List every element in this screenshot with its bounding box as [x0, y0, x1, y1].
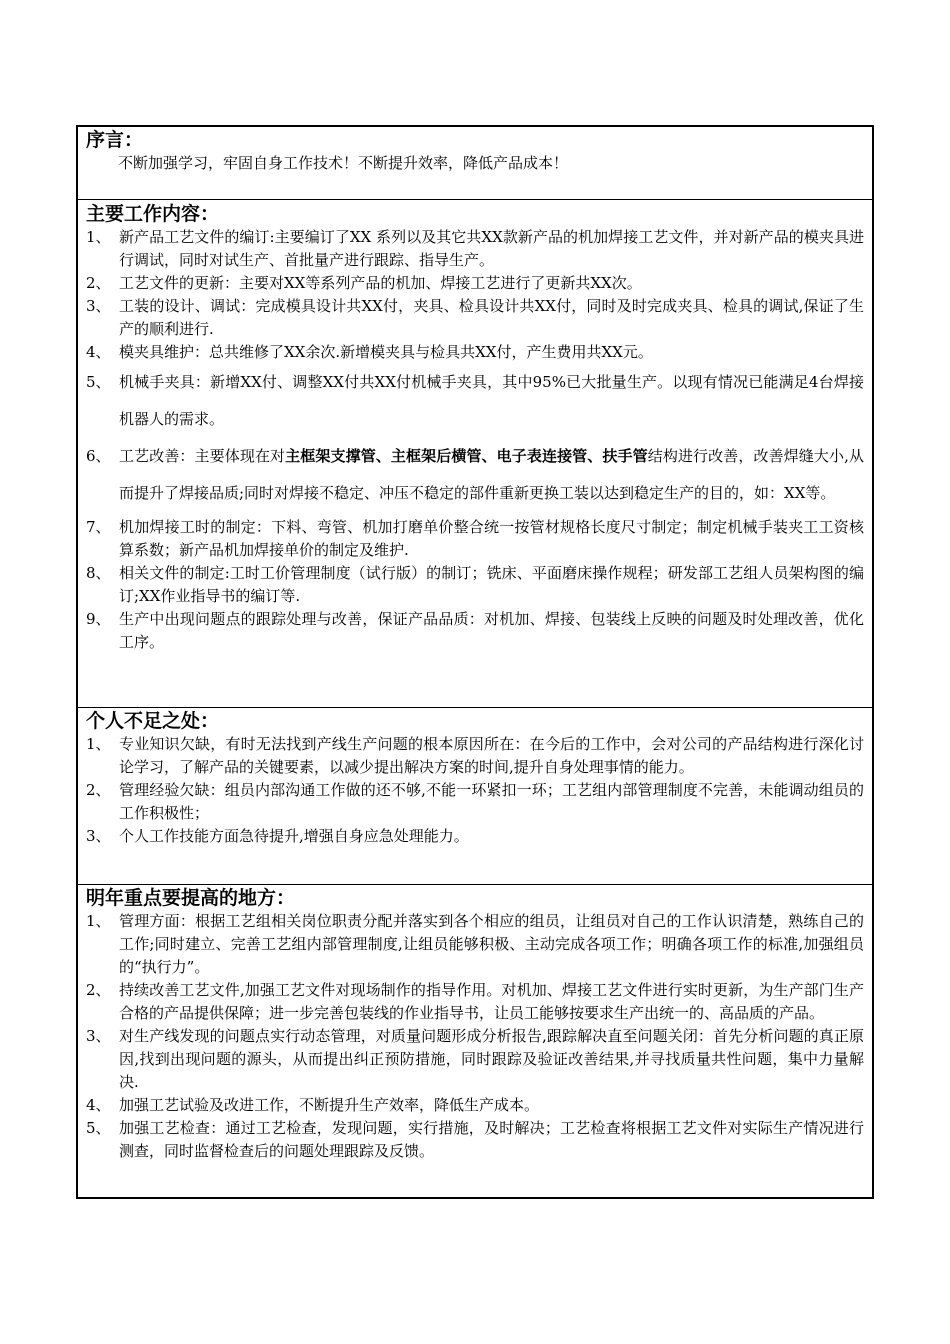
list-item: 7、 机加焊接工时的制定：下料、弯管、机加打磨单价整合统一按管材规格长度尺寸制定；制定机械手装夹工工资核算系数；新产品机加焊接单价的制定及维护.	[86, 518, 864, 559]
shortcomings-section	[78, 709, 872, 885]
list-item: 5、 机械手夹具：新增XX付、调整XX付共XX付机械手夹具，其中95%已大批量生产。以现有情况已能满足4台焊接机器人的需求。	[86, 373, 864, 428]
report-table	[76, 125, 874, 1199]
list-item: 6、 工艺改善：主要体现在对主框架支撑管、主框架后横管、电子表连接管、扶手管结构进行改善，改善焊缝大小,从而提升了焊接品质;同时对焊接不稳定、冲压不稳定的部件重新更换工装以达到稳定生产的目的，如：XX等。	[86, 447, 864, 502]
next-year-section	[78, 886, 872, 1200]
list-item: 3、 个人工作技能方面急待提升,增强自身应急处理能力。	[86, 827, 469, 845]
preface-section	[78, 128, 872, 200]
preface-title: 序言：	[86, 129, 144, 151]
list-item: 1、 新产品工艺文件的编订:主要编订了XX 系列以及其它共XX款新产品的机加焊接工艺文件，并对新产品的模夹具进行调试，同时对试生产、首批量产进行跟踪、指导生产。	[86, 228, 864, 269]
list-item: 2、 管理经验欠缺：组员内部沟通工作做的还不够,不能一环紧扣一环；工艺组内部管理制度不完善，未能调动组员的工作积极性；	[86, 781, 864, 822]
preface-text: 不断加强学习，牢固自身工作技术！不断提升效率，降低产品成本！	[118, 154, 569, 172]
list-item: 8、 相关文件的制定:工时工价管理制度（试行版）的制订；铣床、平面磨床操作规程；研发部工艺组人员架构图的编订;XX作业指导书的编订等.	[86, 564, 864, 605]
list-item: 1、 专业知识欠缺，有时无法找到产线生产问题的根本原因所在：在今后的工作中，会对公司的产品结构进行深化讨论学习，了解产品的关键要素，以减少提出解决方案的时间,提升自身处理事情的能力。	[86, 735, 864, 776]
list-item: 2、 工艺文件的更新：主要对XX等系列产品的机加、焊接工艺进行了更新共XX次。	[86, 274, 642, 292]
next-year-title: 明年重点要提高的地方：	[86, 887, 296, 909]
list-item: 3、 工装的设计、调试：完成模具设计共XX付，夹具、检具设计共XX付，同时及时完成夹具、检具的调试,保证了生产的顺利进行.	[86, 297, 864, 338]
list-item: 3、 对生产线发现的问题点实行动态管理，对质量问题形成分析报告,跟踪解决直至问题关闭：首先分析问题的真正原因,找到出现问题的源头，从而提出纠正预防措施，同时跟踪及验证改善结果,并寻找质量共性问题，集中力量解决.	[86, 1027, 864, 1091]
shortcomings-title: 个人不足之处：	[86, 710, 220, 732]
bold-parts-list: 主框架支撑管、主框架后横管、电子表连接管、扶手管	[285, 447, 648, 465]
list-item: 2、 持续改善工艺文件,加强工艺文件对现场制作的指导作用。对机加、焊接工艺文件进行实时更新，为生产部门生产合格的产品提供保障；进一步完善包装线的作业指导书，让员工能够按要求生产出统一的、高品质的产品。	[86, 981, 864, 1022]
list-item: 1、 管理方面：根据工艺组相关岗位职责分配并落实到各个相应的组员，让组员对自己的工作认识清楚，熟练自己的工作;同时建立、完善工艺组内部管理制度,让组员能够积极、主动完成各项工作；明确各项工作的标准,加强组员的“执行力”。	[86, 912, 864, 976]
list-item: 5、 加强工艺检查：通过工艺检查，发现问题，实行措施，及时解决；工艺检查将根据工艺文件对实际生产情况进行测查，同时监督检查后的问题处理跟踪及反馈。	[86, 1119, 864, 1160]
main-work-title: 主要工作内容：	[86, 203, 220, 225]
list-item: 4、 加强工艺试验及改进工作，不断提升生产效率，降低生产成本。	[86, 1096, 540, 1114]
list-item: 4、 模夹具维护：总共维修了XX余次.新增模夹具与检具共XX付，产生费用共XX元。	[86, 343, 653, 361]
main-work-section	[78, 200, 872, 708]
list-item: 9、 生产中出现问题点的跟踪处理与改善，保证产品品质：对机加、焊接、包装线上反映的问题及时处理改善，优化工序。	[86, 610, 864, 651]
